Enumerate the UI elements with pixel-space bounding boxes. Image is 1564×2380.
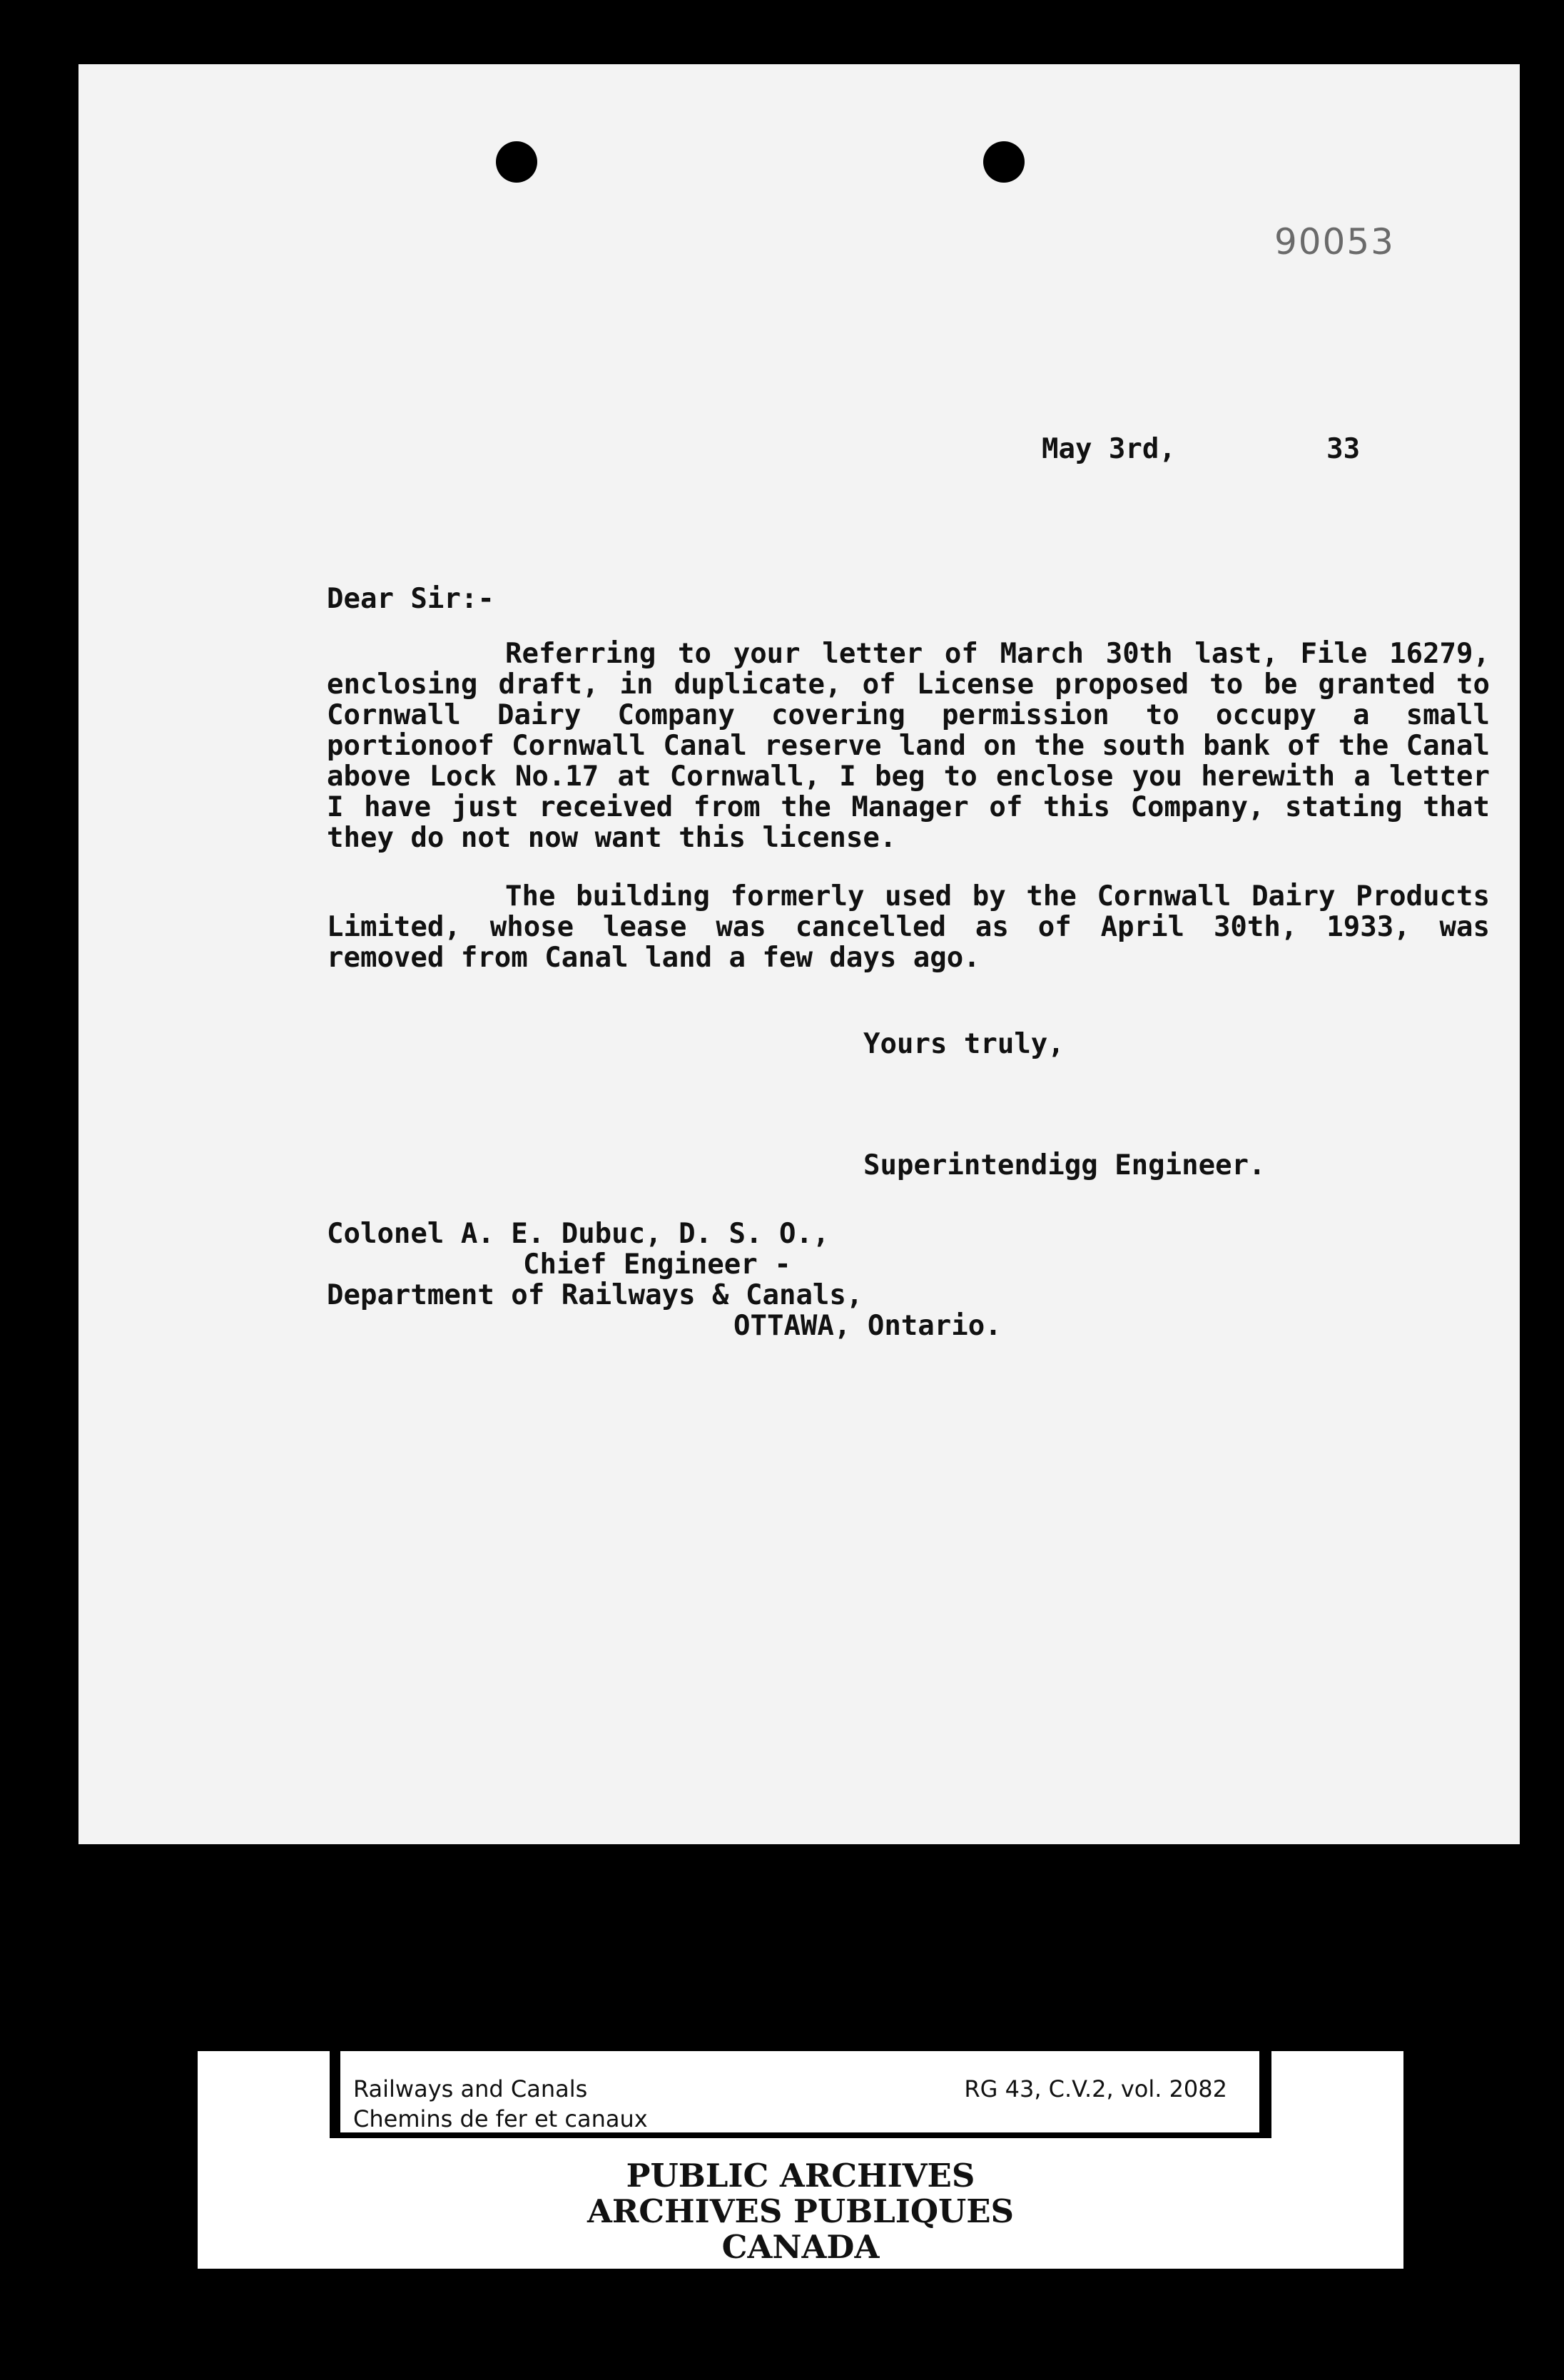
recipient-address <box>327 1219 1002 1341</box>
institution-name-en: PUBLIC ARCHIVES <box>626 2157 975 2195</box>
institution-name <box>198 2158 1403 2265</box>
document-number: 90053 <box>1274 221 1395 263</box>
archive-label <box>198 2051 1403 2269</box>
address-line-1: Colonel A. E. Dubuc, D. S. O., <box>327 1218 830 1250</box>
signature-title: Superintendigg Engineer. <box>863 1149 1266 1181</box>
address-line-4: OTTAWA, Ontario. <box>733 1310 1002 1342</box>
punch-hole-left <box>496 141 537 183</box>
paragraph-2: The building formerly used by the Cornwall Dairy Products Limited, whose lease was cancelled as of April 30th, 1933, was removed from Canal land a few days ago. <box>327 880 1490 974</box>
address-line-2: Chief Engineer - <box>523 1249 791 1281</box>
label-strip <box>330 2051 1271 2138</box>
salutation: Dear Sir:- <box>327 583 494 615</box>
collection-info <box>340 2051 1259 2132</box>
paragraph-1: Referring to your letter of March 30th last, File 16279, enclosing draft, in duplicate, of License proposed to be granted to Cornwall Dairy Company covering permission to occupy a small portionoof Cornwall Canal reserve land on the south bank of the Canal above Lock No.17 at Cornwall, I beg to enclose you herewith a letter I have just received from the Manager of this Company, stating that they do not now want this license. <box>327 638 1490 854</box>
institution-name-fr: ARCHIVES PUBLIQUES <box>586 2192 1015 2230</box>
archive-reference: RG 43, C.V.2, vol. 2082 <box>964 2075 1227 2102</box>
punch-hole-right <box>983 141 1025 183</box>
document-page <box>78 64 1520 1844</box>
closing: Yours truly, <box>863 1028 1065 1060</box>
letter-body <box>327 639 1490 1001</box>
country-name: CANADA <box>721 2228 880 2266</box>
collection-name-en: Railways and Canals <box>353 2075 588 2102</box>
address-line-3: Department of Railways & Canals, <box>327 1279 863 1311</box>
collection-name-fr: Chemins de fer et canaux <box>353 2105 648 2132</box>
letter-date: May 3rd, 33 <box>1042 433 1361 465</box>
